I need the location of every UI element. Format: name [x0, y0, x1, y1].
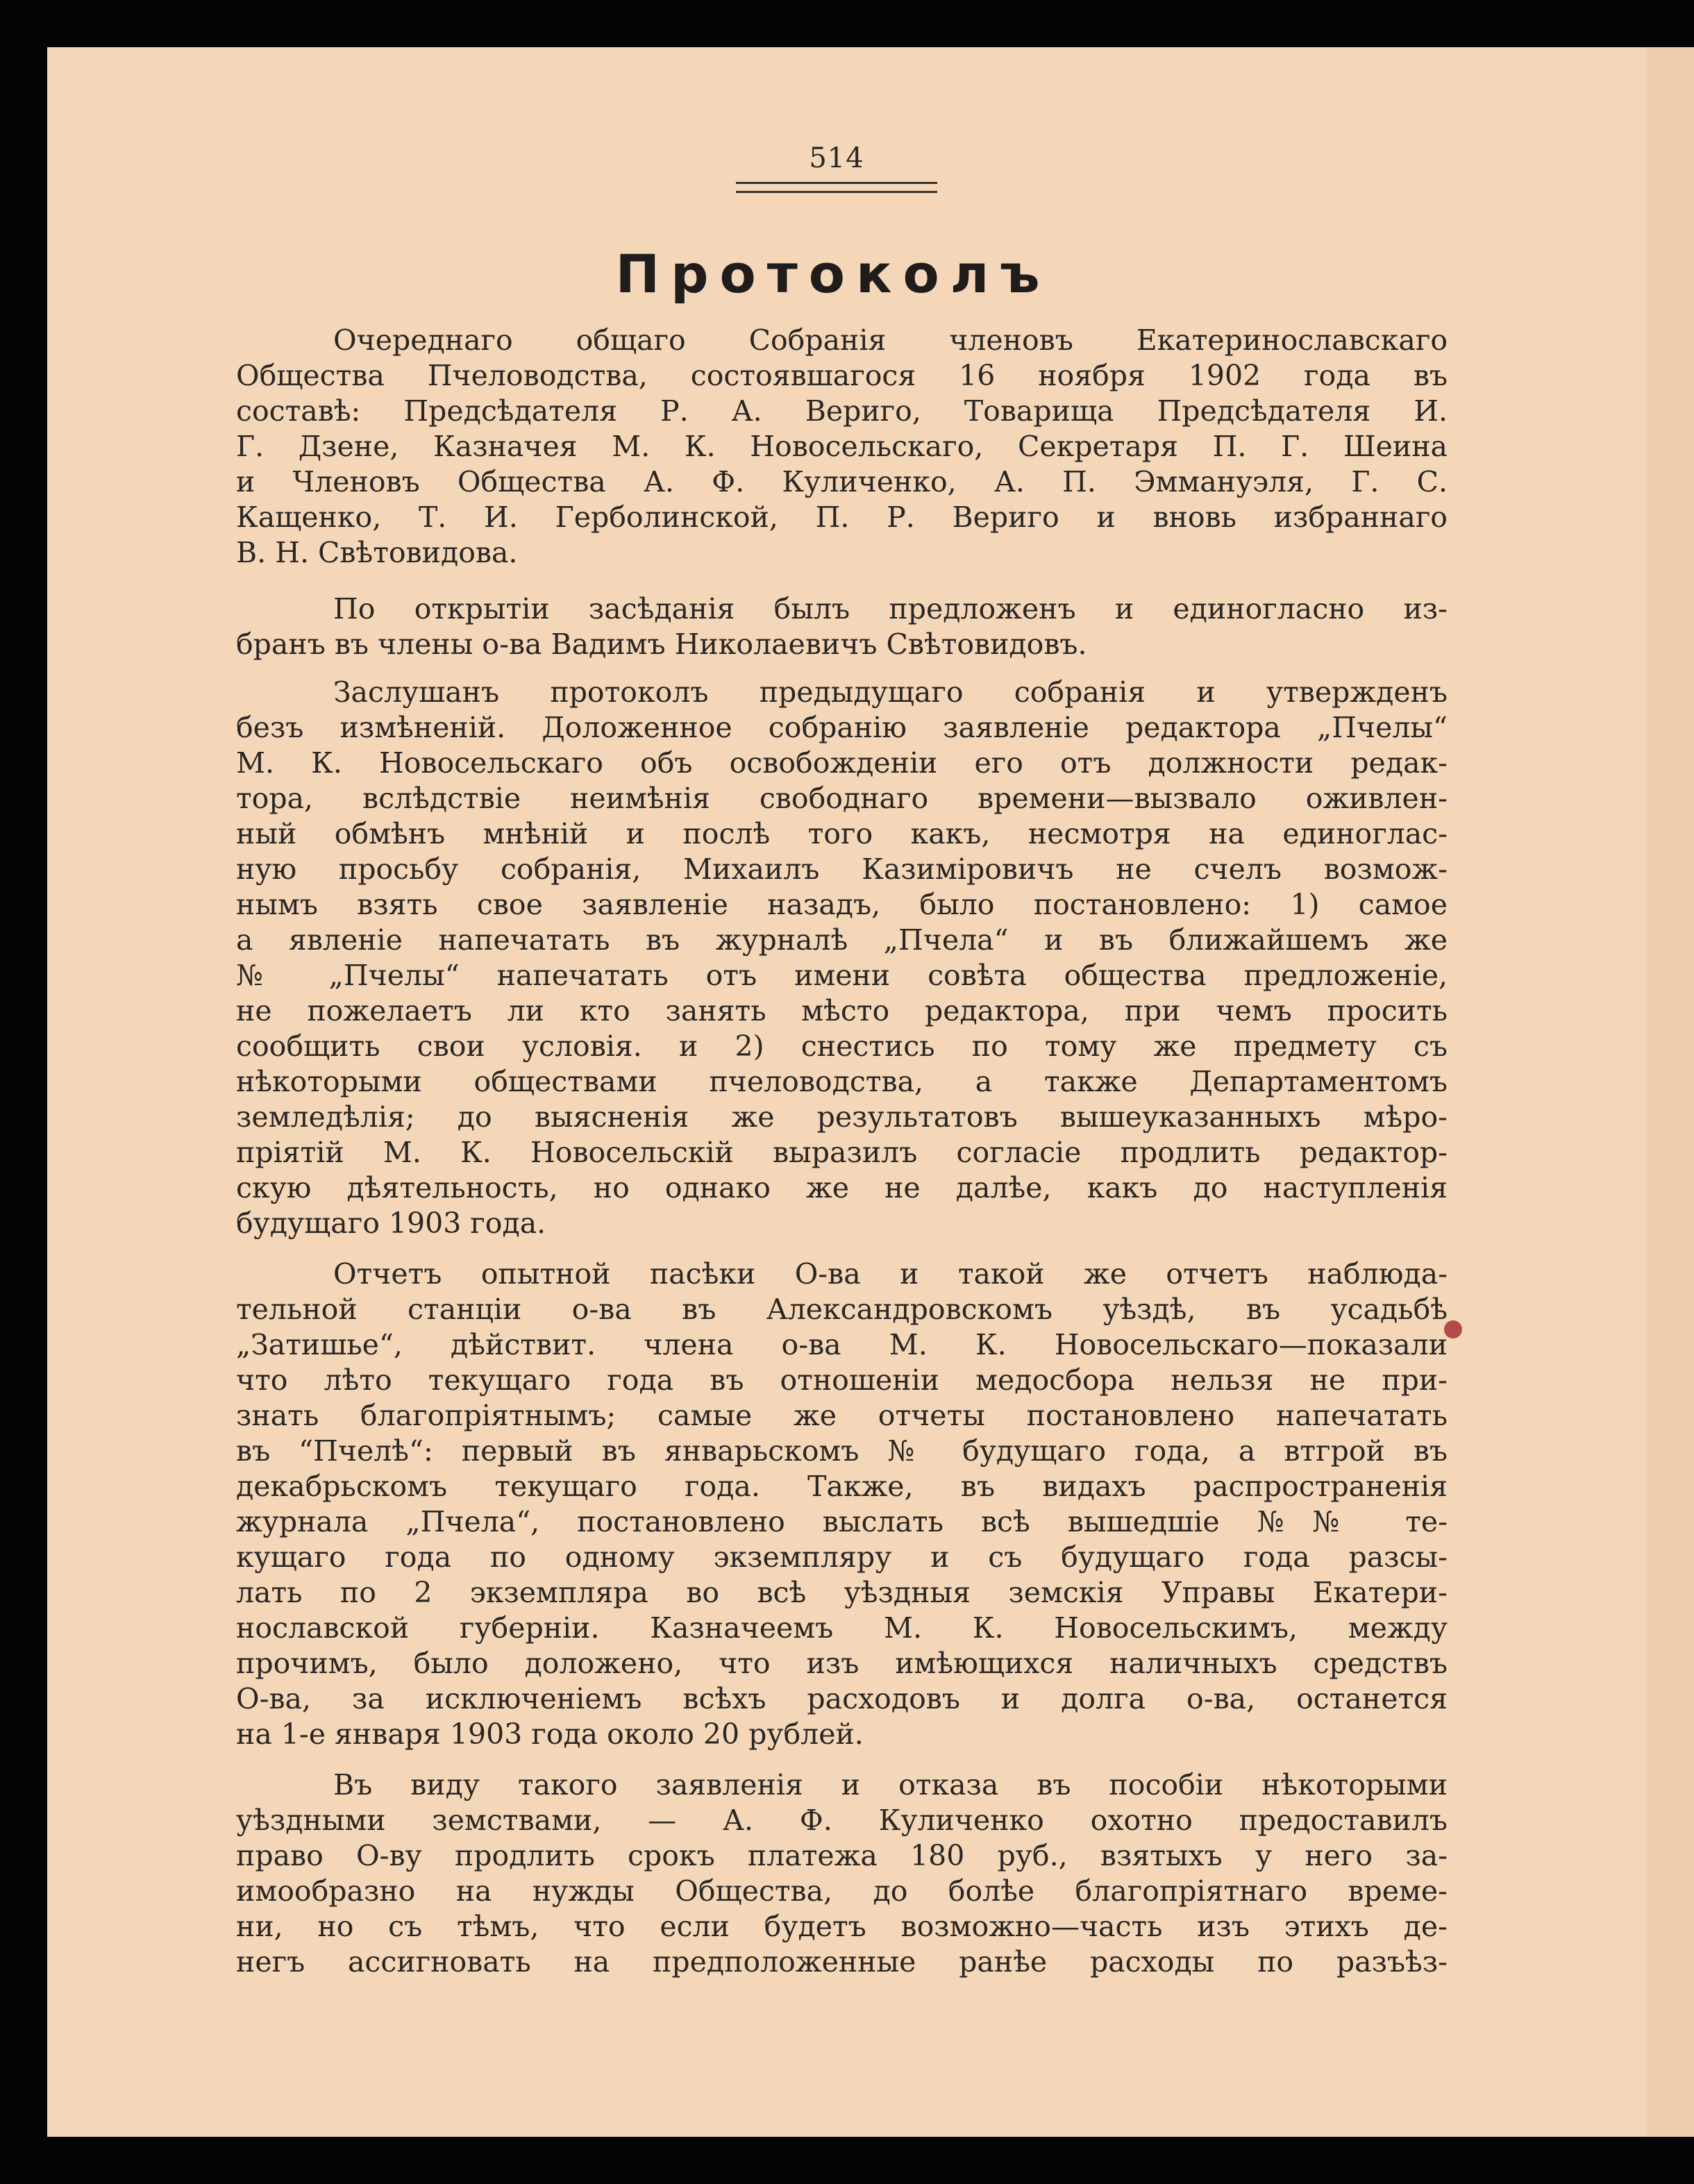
text-line: ную просьбу собранія, Михаилъ Казиміровичъ не счелъ возмож-	[236, 852, 1448, 886]
text-line: прочимъ, было доложено, что изъ имѣющихся наличныхъ средствъ	[236, 1647, 1448, 1680]
text-line: будущаго 1903 года.	[236, 1207, 546, 1240]
text-line: нымъ взять свое заявленіе назадъ, было постановлено: 1) самое	[236, 888, 1448, 921]
paragraph-apiary-report	[236, 1257, 1448, 1752]
text-line: Общества Пчеловодства, состоявшагося 16 ноября 1902 года въ	[236, 359, 1448, 392]
text-line: сообщить свои условія. и 2) снестись по тому же предмету съ	[236, 1030, 1448, 1063]
text-line: что лѣто текущаго года въ отношеніи медосбора нельзя не при-	[236, 1363, 1448, 1397]
text-line: В. Н. Свѣтовидова.	[236, 536, 518, 569]
page-title: Протоколъ	[615, 243, 1051, 305]
text-line: знать благопріятнымъ; самые же отчеты постановлено напечатать	[236, 1399, 1448, 1432]
text-line: Г. Дзене, Казначея М. К. Новосельскаго, Секретаря П. Г. Шеина	[236, 430, 1448, 463]
text-line: Очереднаго общаго Собранія членовъ Екатеринославскаго	[333, 324, 1448, 357]
text-line: а явленіе напечатать въ журналѣ „Пчела“ и въ ближайшемъ же	[236, 923, 1448, 957]
text-line: негъ ассигновать на предположенные ранѣе расходы по разъѣз-	[236, 1945, 1448, 1979]
text-line: пріятій М. К. Новосельскій выразилъ согласіе продлить редактор-	[236, 1136, 1448, 1169]
text-line: декабрьскомъ текущаго года. Также, въ видахъ распространенія	[236, 1470, 1448, 1503]
text-line: нѣкоторыми обществами пчеловодства, а также Департаментомъ	[236, 1065, 1448, 1098]
text-line: ни, но съ тѣмъ, что если будетъ возможно—часть изъ этихъ де-	[236, 1910, 1448, 1943]
text-line: уѣздными земствами, — А. Ф. Куличенко охотно предоставилъ	[236, 1804, 1448, 1837]
paragraph-attendance	[236, 323, 1448, 571]
paragraph-loan-extension	[236, 1767, 1448, 1980]
text-line: безъ измѣненій. Доложенное собранію заявленіе редактора „Пчелы“	[236, 711, 1448, 744]
text-line: тора, вслѣдствіе неимѣнія свободнаго времени—вызвало оживлен-	[236, 782, 1448, 815]
text-line: По открытіи засѣданія былъ предложенъ и единогласно из-	[333, 592, 1448, 625]
text-line: Въ виду такого заявленія и отказа въ пособіи нѣкоторыми	[333, 1768, 1448, 1801]
paragraph-election	[236, 591, 1448, 662]
text-line: нославской губерніи. Казначеемъ М. К. Новосельскимъ, между	[236, 1611, 1448, 1645]
text-line: скую дѣятельность, но однако же не далѣе, какъ до наступленія	[236, 1171, 1448, 1204]
text-line: „Затишье“, дѣйствит. члена о-ва М. К. Новосельскаго—показали	[236, 1328, 1448, 1361]
text-line: журнала „Пчела“, постановлено выслать всѣ вышедшіе №№ те-	[236, 1505, 1448, 1538]
text-line: М. К. Новосельскаго объ освобожденіи его отъ должности редак-	[236, 746, 1448, 780]
text-line: Отчетъ опытной пасѣки О-ва и такой же отчетъ наблюда-	[333, 1257, 1448, 1291]
text-line: и Членовъ Общества А. Ф. Куличенко, А. П. Эммануэля, Г. С.	[236, 465, 1448, 498]
text-line: бранъ въ члены о-ва Вадимъ Николаевичъ Свѣтовидовъ.	[236, 628, 1087, 661]
text-line: кущаго года по одному экземпляру и съ будущаго года разсы-	[236, 1540, 1448, 1574]
text-line: на 1-е января 1903 года около 20 рублей.	[236, 1717, 864, 1751]
text-line: № „Пчелы“ напечатать отъ имени совѣта общества предложеніе,	[236, 959, 1448, 992]
text-line: лать по 2 экземпляра во всѣ уѣздныя земскія Управы Екатери-	[236, 1576, 1448, 1609]
text-line: въ “Пчелѣ“: первый въ январьскомъ № будущаго года, а втгрой въ	[236, 1434, 1448, 1468]
text-line: составѣ: Предсѣдателя Р. А. Вериго, Товарища Предсѣдателя И.	[236, 394, 1448, 428]
text-line: право О-ву продлить срокъ платежа 180 руб., взятыхъ у него за-	[236, 1839, 1448, 1872]
text-line: не пожелаетъ ли кто занять мѣсто редактора, при чемъ просить	[236, 994, 1448, 1027]
page-number-rule	[736, 182, 937, 193]
text-line: земледѣлія; до выясненія же результатовъ вышеуказанныхъ мѣро-	[236, 1100, 1448, 1134]
page-number: 514	[809, 142, 864, 174]
text-line: тельной станціи о-ва въ Александровскомъ уѣздѣ, въ усадьбѣ	[236, 1293, 1448, 1326]
text-line: ный обмѣнъ мнѣній и послѣ того какъ, несмотря на единоглас-	[236, 817, 1448, 850]
facing-page-edge	[1647, 47, 1694, 2137]
text-line: Заслушанъ протоколъ предыдущаго собранія и утвержденъ	[333, 675, 1448, 709]
text-line: Кащенко, Т. И. Герболинской, П. Р. Вериго и вновь избраннаго	[236, 501, 1448, 534]
text-line: О-ва, за исключеніемъ всѣхъ расходовъ и долга о-ва, останется	[236, 1682, 1448, 1715]
paragraph-editor-resignation	[236, 675, 1448, 1241]
text-line: имообразно на нужды Общества, до болѣе благопріятнаго време-	[236, 1874, 1448, 1908]
